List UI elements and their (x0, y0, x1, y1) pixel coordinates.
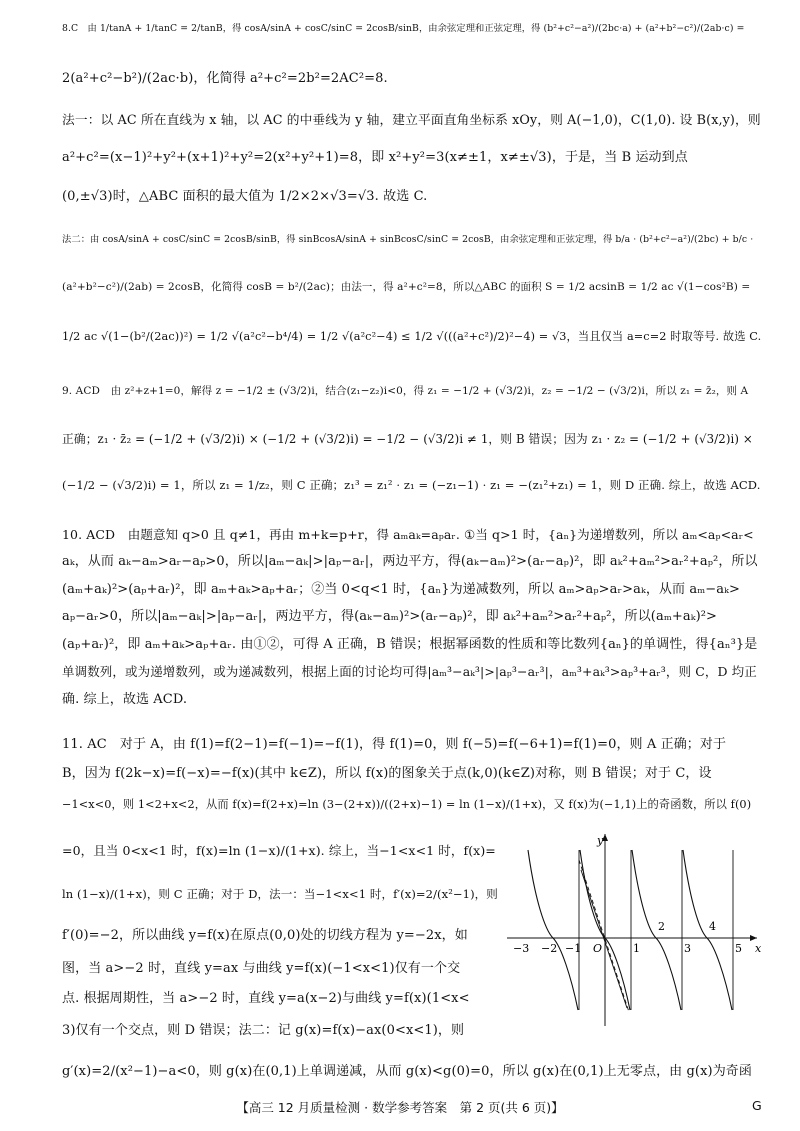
text-line: g′(x)=2/(x²−1)−a<0，则 g(x)在(0,1)上单调递减，从而 g(x)<g(0)=0，所以 g(x)在(0,1)上无零点，由 g(x)为奇函 (62, 1064, 752, 1079)
text-line: (a²+b²−c²)/(2ab) = 2cosB，化简得 cosB = b²/(2ac)；由法一，得 a²+c²=8，所以△ABC 的面积 S = 1/2 acsinB = 1/2 ac √(1−cos²B) = (62, 281, 751, 293)
text-line: −1<x<0，则 1<2+x<2，从而 f(x)=f(2+x)=ln (3−(2+x))/((2+x)−1) = ln (1−x)/(1+x)，又 f(x)为(−1,1)上的奇函数，所以 f(0) (62, 798, 752, 811)
x-axis-label: x (755, 942, 762, 955)
text-line: 1/2 ac √(1−(b²/(2ac))²) = 1/2 √(a²c²−b⁴/4) = 1/2 √(a²c²−4) ≤ 1/2 √(((a²+c²)/2)²−4) = √3，当且仅当 a=c=2 时取等号. 故选 C. (62, 330, 762, 343)
text-line: 8.C 由 1/tanA + 1/tanC = 2/tanB，得 cosA/sinA + cosC/sinC = 2cosB/sinB，由余弦定理和正弦定理，得 (b²+c²−a²)/(2bc·a) + (a²+b²−c²)/(2ab·c) = (62, 23, 745, 34)
tick-label: 5 (735, 942, 742, 955)
text-line: ln (1−x)/(1+x)，则 C 正确；对于 D，法一：当−1<x<1 时，f′(x)=2/(x²−1)，则 (62, 887, 498, 901)
tick-label: 2 (658, 920, 665, 933)
text-line: 单调数列，或为递增数列，或为递减数列，根据上面的讨论均可得|aₘ³−aₖ³|>|aₚ³−aᵣ³|，aₘ³+aₖ³>aₚ³+aᵣ³，则 C，D 均正 (62, 664, 757, 679)
tick-label: 4 (709, 920, 716, 933)
text-line: (0,±√3)时，△ABC 面积的最大值为 1/2×2×√3=√3. 故选 C. (62, 189, 428, 204)
x-axis-arrow-icon (750, 935, 757, 941)
text-line: aₖ，从而 aₖ−aₘ>aᵣ−aₚ>0，所以|aₘ−aₖ|>|aₚ−aᵣ|，两边平方，得(aₖ−aₘ)²>(aᵣ−aₚ)²，即 aₖ²+aₘ²>aᵣ²+aₚ²，所以 (62, 554, 758, 569)
tick-label: 3 (684, 942, 691, 955)
tick-label: −2 (541, 942, 558, 955)
text-line: (−1/2 − (√3/2)i) = 1，所以 z₁ = 1/z₂，则 C 正确；z₁³ = z₁² · z₁ = (−z₁−1) · z₁ = −(z₁²+z₁) = 1，则 D 正确. 综上，故选 ACD. (62, 478, 761, 492)
tick-label: −3 (513, 942, 530, 955)
version-code: G (752, 1098, 762, 1113)
text-line: (aₘ+aₖ)²>(aₚ+aᵣ)²，即 aₘ+aₖ>aₚ+aᵣ；②当 0<q<1 时，{aₙ}为递减数列，所以 aₘ>aₚ>aᵣ>aₖ，从而 aₘ−aₖ> (62, 582, 740, 597)
text-line: 9. ACD 由 z²+z+1=0，解得 z = −1/2 ± (√3/2)i，结合(z₁−z₂)i<0，得 z₁ = −1/2 + (√3/2)i，z₂ = −1/2 − (√3/2)i，所以 z₁ = z̄₂，则 A (62, 385, 749, 397)
secant-line (581, 870, 627, 1008)
text-line: f′(0)=−2，所以曲线 y=f(x)在原点(0,0)处的切线方程为 y=−2x，如 (62, 928, 468, 943)
text-line: a²+c²=(x−1)²+y²+(x+1)²+y²=2(x²+y²+1)=8，即 x²+y²=3(x≠±1，x≠±√3)，于是，当 B 运动到点 (62, 150, 688, 165)
origin-label: O (593, 942, 603, 955)
text-line: 11. AC 对于 A，由 f(1)=f(2−1)=f(−1)=−f(1)，得 f(1)=0，则 f(−5)=f(−6+1)=f(1)=0，则 A 正确；对于 (62, 737, 727, 752)
page-footer: 【高三 12 月质量检测 · 数学参考答案 第 2 页(共 6 页)】 (236, 1100, 564, 1115)
y-axis-label: y (597, 834, 604, 847)
text-line: 10. ACD 由题意知 q>0 且 q≠1，再由 m+k=p+r，得 aₘaₖ=aₚaᵣ. ①当 q>1 时，{aₙ}为递增数列，所以 aₘ<aₚ<aᵣ< (62, 527, 754, 542)
text-line: 确. 综上，故选 ACD. (62, 692, 188, 707)
function-curve (683, 850, 732, 1010)
text-line: =0，且当 0<x<1 时，f(x)=ln (1−x)/(1+x). 综上，当−1<x<1 时，f(x)= (62, 843, 496, 858)
text-line: 法二：由 cosA/sinA + cosC/sinC = 2cosB/sinB，得 sinBcosA/sinA + sinBcosC/sinC = 2cosB，由余弦定理和正弦定理，得 b/a · (b²+c²−a²)/(2bc) + b/c · (62, 234, 754, 245)
tick-label: −1 (565, 942, 582, 955)
text-line: (aₚ+aᵣ)²，即 aₘ+aₖ>aₚ+aᵣ. 由①②，可得 A 正确，B 错误；根据幂函数的性质和等比数列{aₙ}的单调性，得{aₙ³}是 (62, 637, 758, 652)
text-line: 2(a²+c²−b²)/(2ac·b)，化简得 a²+c²=2b²=2AC²=8. (62, 71, 388, 86)
tangent-line (579, 860, 629, 1012)
text-line: 正确；z₁ · z̄₂ = (−1/2 + (√3/2)i) × (−1/2 + (√3/2)i) = −1/2 − (√3/2)i ≠ 1，则 B 错误；因为 z₁ · z₂ = (−1/2 + (√3/2)i) × (62, 432, 753, 446)
text-line: 3)仅有一个交点，则 D 错误；法二：记 g(x)=f(x)−ax(0<x<1)，则 (62, 1023, 465, 1038)
text-line: 法一：以 AC 所在直线为 x 轴，以 AC 的中垂线为 y 轴，建立平面直角坐标系 xOy，则 A(−1,0)，C(1,0). 设 B(x,y)，则 (62, 113, 761, 128)
text-line: 点. 根据周期性，当 a>−2 时，直线 y=a(x−2)与曲线 y=f(x)(1<x< (62, 991, 470, 1006)
text-line: 图，当 a>−2 时，直线 y=ax 与曲线 y=f(x)(−1<x<1)仅有一个交 (62, 961, 461, 976)
function-curve (528, 850, 578, 1010)
tick-label: 1 (633, 942, 640, 955)
text-line: aₚ−aᵣ>0，所以|aₘ−aₖ|>|aₚ−aᵣ|，两边平方，得(aₖ−aₘ)²>(aᵣ−aₚ)²，即 aₖ²+aₘ²>aᵣ²+aₚ²，所以(aₘ+aₖ)²> (62, 609, 718, 624)
function-graph (505, 830, 767, 1030)
text-line: B，因为 f(2k−x)=f(−x)=−f(x)(其中 k∈Z)，所以 f(x)的图象关于点(k,0)(k∈Z)对称，则 B 错误；对于 C，设 (62, 766, 712, 781)
function-curve (632, 850, 681, 1010)
